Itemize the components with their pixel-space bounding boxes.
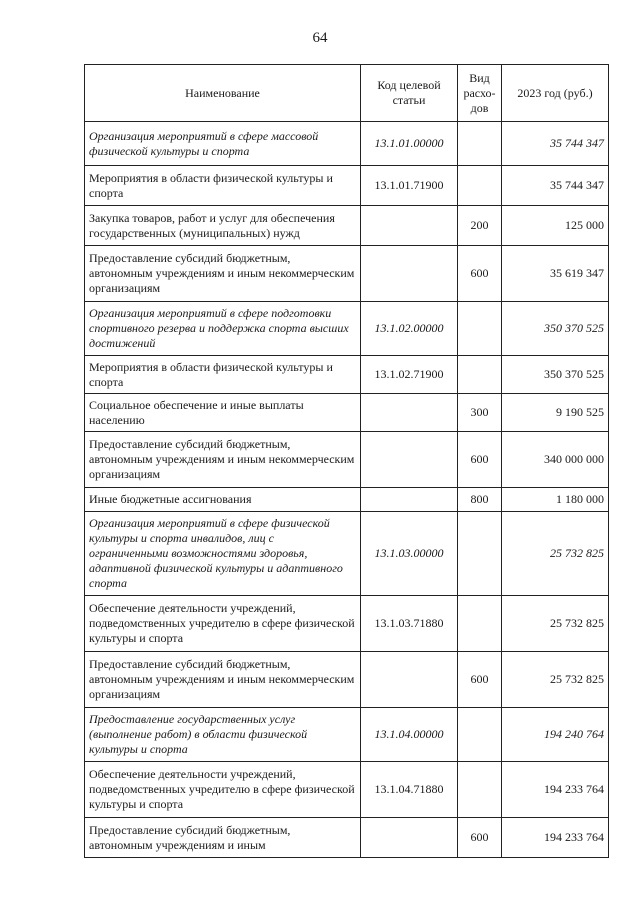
row-sum: 25 732 825 [502, 596, 609, 652]
row-type [458, 166, 502, 206]
row-sum: 25 732 825 [502, 512, 609, 596]
row-code [361, 432, 458, 488]
row-type: 300 [458, 394, 502, 432]
row-sum: 340 000 000 [502, 432, 609, 488]
header-name: Наименование [85, 65, 361, 122]
row-name: Организация мероприятий в сфере массовой физической культуры и спорта [85, 122, 361, 166]
table-row [85, 166, 609, 206]
row-sum: 9 190 525 [502, 394, 609, 432]
row-sum: 194 233 764 [502, 818, 609, 858]
table-row [85, 512, 609, 596]
table-row [85, 818, 609, 858]
row-sum: 35 619 347 [502, 246, 609, 302]
row-code [361, 246, 458, 302]
row-code [361, 488, 458, 512]
row-type [458, 596, 502, 652]
row-sum: 1 180 000 [502, 488, 609, 512]
row-sum: 194 240 764 [502, 708, 609, 762]
table-row [85, 432, 609, 488]
table-row [85, 488, 609, 512]
row-sum: 35 744 347 [502, 166, 609, 206]
row-name: Обеспечение деятельности учреждений, подведомственных учредителю в сфере физической культуры и спорта [85, 762, 361, 818]
header-code: Код целевой статьи [361, 65, 458, 122]
row-code: 13.1.01.71900 [361, 166, 458, 206]
row-code: 13.1.03.71880 [361, 596, 458, 652]
row-type: 600 [458, 652, 502, 708]
row-sum: 350 370 525 [502, 302, 609, 356]
table-row [85, 246, 609, 302]
row-type: 600 [458, 818, 502, 858]
row-name: Предоставление субсидий бюджетным, автономным учреждениям и иным некоммерческим организациям [85, 246, 361, 302]
row-sum: 194 233 764 [502, 762, 609, 818]
row-code: 13.1.03.00000 [361, 512, 458, 596]
table-row [85, 762, 609, 818]
row-type: 800 [458, 488, 502, 512]
row-type [458, 708, 502, 762]
row-sum: 350 370 525 [502, 356, 609, 394]
row-type [458, 512, 502, 596]
row-type [458, 302, 502, 356]
row-code [361, 394, 458, 432]
row-name: Обеспечение деятельности учреждений, подведомственных учредителю в сфере физической культуры и спорта [85, 596, 361, 652]
row-name: Социальное обеспечение и иные выплаты населению [85, 394, 361, 432]
table-row [85, 394, 609, 432]
row-code [361, 818, 458, 858]
row-code [361, 206, 458, 246]
row-type [458, 122, 502, 166]
row-code: 13.1.04.00000 [361, 708, 458, 762]
row-name: Предоставление государственных услуг (выполнение работ) в области физической культуры и спорта [85, 708, 361, 762]
row-name: Иные бюджетные ассигнования [85, 488, 361, 512]
row-name: Предоставление субсидий бюджетным, автономным учреждениям и иным [85, 818, 361, 858]
row-code: 13.1.04.71880 [361, 762, 458, 818]
header-type: Вид расхо-дов [458, 65, 502, 122]
table-row [85, 596, 609, 652]
row-sum: 25 732 825 [502, 652, 609, 708]
header-sum: 2023 год (руб.) [502, 65, 609, 122]
row-sum: 35 744 347 [502, 122, 609, 166]
table-row [85, 122, 609, 166]
row-name: Организация мероприятий в сфере физической культуры и спорта инвалидов, лиц с ограниченными возможностями здоровья, адаптивной физической культуры и адаптивного спорта [85, 512, 361, 596]
row-code: 13.1.02.71900 [361, 356, 458, 394]
row-type [458, 762, 502, 818]
row-name: Предоставление субсидий бюджетным, автономным учреждениям и иным некоммерческим организациям [85, 652, 361, 708]
table-row [85, 206, 609, 246]
row-code: 13.1.01.00000 [361, 122, 458, 166]
row-name: Предоставление субсидий бюджетным, автономным учреждениям и иным некоммерческим организациям [85, 432, 361, 488]
table-row [85, 302, 609, 356]
table-header-row [85, 65, 609, 122]
page-number: 64 [312, 30, 328, 46]
row-name: Мероприятия в области физической культуры и спорта [85, 166, 361, 206]
row-name: Организация мероприятий в сфере подготовки спортивного резерва и поддержка спорта высших достижений [85, 302, 361, 356]
row-name: Мероприятия в области физической культуры и спорта [85, 356, 361, 394]
table-row [85, 356, 609, 394]
row-code: 13.1.02.00000 [361, 302, 458, 356]
table-row [85, 708, 609, 762]
row-type: 200 [458, 206, 502, 246]
row-type: 600 [458, 432, 502, 488]
row-code [361, 652, 458, 708]
row-type: 600 [458, 246, 502, 302]
budget-table [84, 64, 609, 858]
row-name: Закупка товаров, работ и услуг для обеспечения государственных (муниципальных) нужд [85, 206, 361, 246]
table-row [85, 652, 609, 708]
row-type [458, 356, 502, 394]
row-sum: 125 000 [502, 206, 609, 246]
